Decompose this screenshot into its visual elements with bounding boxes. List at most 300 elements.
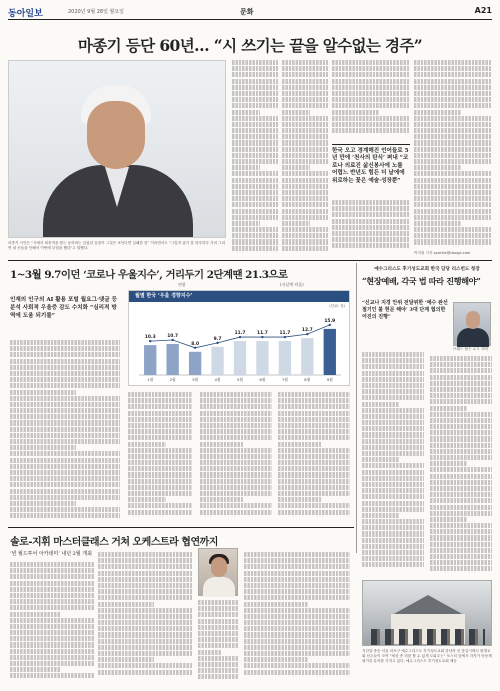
text-line <box>282 147 328 152</box>
chart-value-label: 10.3 <box>144 335 156 341</box>
text-line <box>430 412 492 417</box>
text-line <box>282 140 328 145</box>
text-line <box>430 560 492 565</box>
text-line <box>430 517 467 522</box>
text-line <box>10 673 94 678</box>
text-line <box>332 110 379 115</box>
text-line <box>362 538 424 543</box>
text-line <box>10 655 94 660</box>
text-line <box>332 225 410 230</box>
text-line <box>362 562 424 567</box>
text-line <box>362 395 424 400</box>
text-line <box>10 365 120 370</box>
text-line <box>128 411 192 416</box>
text-line <box>282 190 328 195</box>
chart-tick-label: 3월 <box>192 377 199 382</box>
text-line <box>244 608 350 613</box>
chart-tick-label: 6월 <box>259 377 266 382</box>
story-subhead: 한국 오고 경계해진 언어들로 5년 만에 ‘천사의 탄식’ 펴내 “코로나 의료진 삶신봉사에 노를 어렵느 반년도 힘든 더 날에에 위로하는 꽃은 예술·성장뿐” <box>332 144 410 185</box>
text-line <box>430 381 492 386</box>
article-body-col-3 <box>332 60 410 140</box>
text-line <box>198 662 238 667</box>
text-line <box>10 427 120 432</box>
text-line <box>232 128 278 133</box>
text-line <box>282 184 328 189</box>
text-line <box>430 523 492 528</box>
text-line <box>414 134 492 139</box>
text-line <box>98 595 192 600</box>
text-line <box>244 602 308 607</box>
text-line <box>282 215 328 220</box>
text-line <box>362 488 424 493</box>
text-line <box>128 417 192 422</box>
chart-canvas <box>129 291 351 387</box>
text-line <box>10 464 120 469</box>
chart-tick-label: 7월 <box>281 377 288 382</box>
text-line <box>232 215 278 220</box>
right-body-col-2 <box>430 356 492 574</box>
text-line <box>332 66 410 71</box>
text-line <box>282 103 328 108</box>
text-line <box>198 600 238 605</box>
text-line <box>282 128 328 133</box>
section-divider <box>8 260 492 261</box>
text-line <box>198 656 238 661</box>
text-line <box>98 552 192 557</box>
article-body-col-2 <box>282 60 328 256</box>
text-line <box>332 206 410 211</box>
text-line <box>282 159 328 164</box>
chart-bar <box>324 329 336 375</box>
text-line <box>282 60 328 65</box>
text-line <box>200 442 243 447</box>
newspaper-logo: 동아일보 <box>8 9 43 19</box>
text-line <box>414 196 492 201</box>
chart-tick-label: 5월 <box>236 377 244 382</box>
text-line <box>362 451 424 456</box>
text-line <box>430 566 492 571</box>
text-line <box>128 491 192 496</box>
text-line <box>282 97 328 102</box>
text-line <box>362 426 424 431</box>
text-line <box>430 430 492 435</box>
story3-body-col-3 <box>198 600 238 682</box>
story2-body-col-3 <box>200 392 272 522</box>
text-line <box>10 371 120 376</box>
text-line <box>200 411 272 416</box>
text-line <box>244 558 350 563</box>
text-line <box>128 472 192 477</box>
chart-value-label: 11.7 <box>234 331 246 337</box>
text-line <box>128 466 192 471</box>
text-line <box>332 219 410 224</box>
text-line <box>10 630 94 635</box>
text-line <box>128 442 166 447</box>
story2-kicker-2: (자살예 약물) <box>280 282 304 287</box>
text-line <box>10 495 120 500</box>
photo-caption: 마종기 시인은 “시에서 최종적을 찾는 동하려는 길었던 들꽃이 그것은 보인다면 실패한 것” 이라면서도 “그렇지 않기 쓸 하루하루 거의 그러면 내 신들을 인해서 이번에 부럽을 했다”고 말했다. <box>8 241 226 250</box>
church-photo <box>362 580 492 646</box>
text-line <box>98 651 192 656</box>
chart-tick-label: 8월 <box>304 377 311 382</box>
text-line <box>430 548 492 553</box>
text-line <box>232 140 278 145</box>
text-line <box>10 507 120 512</box>
text-line <box>232 246 278 251</box>
chart-value-label: 12.7 <box>301 328 313 334</box>
text-line <box>232 60 278 65</box>
text-line <box>244 552 350 557</box>
chart-point <box>329 324 331 326</box>
story2-deck: 인재의 인구의 AI 활용 포털 월요그·댓글 등 분석 사회적 우울증 감도 수치화 “심리적 방역에 도움 되기를” <box>10 297 118 320</box>
text-line <box>232 91 278 96</box>
text-line <box>430 474 492 479</box>
text-line <box>98 645 192 650</box>
text-line <box>128 404 192 409</box>
text-line <box>362 525 424 530</box>
text-line <box>200 466 272 471</box>
text-line <box>10 420 120 425</box>
text-line <box>332 85 410 90</box>
text-line <box>414 159 492 164</box>
right-story-deck: “신교나 지경 안위 전달위한 ‘예수 완선 절기인 불 현문 해야’ 3대 단계 협의한 어진의 진행” <box>362 300 448 320</box>
text-line <box>10 489 120 494</box>
chart-tick-label: 9월 <box>326 377 333 382</box>
text-line <box>430 387 492 392</box>
text-line <box>362 507 424 512</box>
story3-body-col-1 <box>10 562 94 682</box>
chart-value-label: 8.0 <box>191 341 200 347</box>
text-line <box>430 542 492 547</box>
text-line <box>244 632 350 637</box>
text-line <box>332 243 410 248</box>
text-line <box>414 209 492 214</box>
text-line <box>232 153 278 158</box>
text-line <box>282 85 328 90</box>
text-line <box>244 571 350 576</box>
text-line <box>414 79 492 84</box>
text-line <box>232 165 260 170</box>
chart-point <box>284 336 286 338</box>
text-line <box>362 445 424 450</box>
article-body-col-5 <box>414 60 492 248</box>
text-line <box>232 110 260 115</box>
text-line <box>10 593 94 598</box>
text-line <box>414 66 492 71</box>
story3-headline: 솔로-지휘 마스터클래스 거쳐 오케스트라 협연까지 <box>10 537 218 548</box>
text-line <box>362 531 424 536</box>
text-line <box>98 577 192 582</box>
text-line <box>414 103 492 108</box>
text-line <box>198 674 238 679</box>
church-caption: 지난달 중순 서울 마포구 예수그리스도 후기성도교회 강남학 신 잠실시에서 평생교회 신도들이 모여 “세상 종 의를 할 수 있게 도와주는” 포스터 앞에서 각자가 아동제 평가한 유아를 가지고 있다. 예수그리스도 후기성도교회 제공 <box>362 649 492 663</box>
text-line <box>278 448 350 453</box>
section-divider-2 <box>8 527 354 528</box>
text-line <box>430 505 492 510</box>
text-line <box>282 122 328 127</box>
text-line <box>430 393 492 398</box>
text-line <box>414 165 461 170</box>
byline: 박지원 기자 sparkle@donga.com <box>414 251 471 255</box>
text-line <box>128 429 192 434</box>
text-line <box>282 153 328 158</box>
text-line <box>10 359 120 364</box>
text-line <box>278 472 350 477</box>
text-line <box>414 60 492 65</box>
text-line <box>278 460 350 465</box>
text-line <box>362 519 424 524</box>
text-line <box>98 663 192 668</box>
story2-body-col-1 <box>10 340 120 522</box>
text-line <box>362 371 424 376</box>
text-line <box>98 614 192 619</box>
text-line <box>10 581 94 586</box>
text-line <box>198 625 238 630</box>
main-headline: 마종기 등단 60년… “시 쓰기는 끝을 알수없는 경주” <box>77 36 423 55</box>
chart-value-label: 11.7 <box>279 331 291 337</box>
text-line <box>200 417 272 422</box>
text-line <box>362 402 399 407</box>
text-line <box>414 128 492 133</box>
text-line <box>200 485 272 490</box>
depression-index-chart <box>128 290 350 386</box>
text-line <box>198 668 238 673</box>
text-line <box>10 340 120 345</box>
text-line <box>10 433 120 438</box>
text-line <box>200 491 272 496</box>
chart-point <box>239 336 241 338</box>
text-line <box>232 134 278 139</box>
text-line <box>332 97 410 102</box>
text-line <box>200 479 272 484</box>
text-line <box>232 72 278 77</box>
chart-bar <box>279 341 291 375</box>
text-line <box>332 60 410 65</box>
chart-bar <box>234 341 246 375</box>
text-line <box>10 501 76 506</box>
text-line <box>430 529 492 534</box>
text-line <box>430 362 492 367</box>
text-line <box>278 479 350 484</box>
text-line <box>98 626 192 631</box>
chart-value-label: 15.9 <box>324 318 336 324</box>
text-line <box>282 79 328 84</box>
chart-point <box>306 333 308 335</box>
text-line <box>362 439 424 444</box>
chart-bar <box>144 345 156 375</box>
text-line <box>282 227 328 232</box>
chart-point <box>171 339 173 341</box>
text-line <box>430 455 492 460</box>
text-line <box>278 485 350 490</box>
text-line <box>430 368 492 373</box>
text-line <box>232 147 278 152</box>
text-line <box>10 482 120 487</box>
text-line <box>200 398 272 403</box>
text-line <box>98 657 154 662</box>
text-line <box>430 443 492 448</box>
text-line <box>232 66 278 71</box>
text-line <box>282 239 328 244</box>
text-line <box>362 408 424 413</box>
text-line <box>10 396 120 401</box>
chart-bar <box>301 338 313 375</box>
text-line <box>198 619 238 624</box>
text-line <box>282 134 328 139</box>
text-line <box>414 184 492 189</box>
text-line <box>10 439 120 444</box>
text-line <box>282 171 328 176</box>
chart-tick-label: 2월 <box>169 377 176 382</box>
text-line <box>10 451 120 456</box>
text-line <box>200 435 272 440</box>
text-line <box>282 165 310 170</box>
section-name: 문화 <box>240 8 254 16</box>
text-line <box>244 639 350 644</box>
text-line <box>232 103 278 108</box>
text-line <box>362 501 424 506</box>
text-line <box>282 91 328 96</box>
pastor-caption: 브래드 윌슨 로시 자택 <box>453 347 488 351</box>
text-line <box>430 535 492 540</box>
text-line <box>98 571 192 576</box>
text-line <box>232 202 278 207</box>
text-line <box>332 103 410 108</box>
text-line <box>244 577 350 582</box>
chart-bar <box>166 344 178 375</box>
text-line <box>128 460 192 465</box>
text-line <box>232 97 278 102</box>
text-line <box>332 212 410 217</box>
conductor-portrait <box>198 548 238 596</box>
text-line <box>200 472 272 477</box>
text-line <box>282 72 328 77</box>
text-line <box>414 233 492 238</box>
text-line <box>232 79 278 84</box>
text-line <box>244 620 350 625</box>
text-line <box>200 497 243 502</box>
text-line <box>232 178 278 183</box>
text-line <box>282 196 328 201</box>
text-line <box>198 637 238 642</box>
page-number: A21 <box>474 6 492 15</box>
text-line <box>200 429 272 434</box>
text-line <box>232 239 278 244</box>
text-line <box>128 479 192 484</box>
text-line <box>362 414 424 419</box>
story3-deck: ‘빈 월드투어 아카데미’ 내년 2월 개최 <box>10 551 92 557</box>
chart-title: 월별 한국 ‘우울 경향지수’ <box>129 291 349 302</box>
text-line <box>332 91 410 96</box>
text-line <box>430 399 492 404</box>
text-line <box>232 209 278 214</box>
text-line <box>10 414 120 419</box>
text-line <box>282 116 328 121</box>
text-line <box>362 513 399 518</box>
text-line <box>244 589 350 594</box>
text-line <box>362 352 424 357</box>
text-line <box>244 583 350 588</box>
text-line <box>278 503 350 508</box>
text-line <box>282 233 328 238</box>
text-line <box>362 544 424 549</box>
text-line <box>362 463 424 468</box>
text-line <box>414 116 492 121</box>
text-line <box>10 562 94 567</box>
text-line <box>278 429 350 434</box>
text-line <box>430 498 492 503</box>
text-line <box>98 620 192 625</box>
text-line <box>200 510 272 515</box>
text-line <box>10 377 120 382</box>
text-line <box>414 239 492 244</box>
text-line <box>430 480 492 485</box>
text-line <box>282 178 328 183</box>
text-line <box>244 595 350 600</box>
article-body-col-4 <box>332 200 410 250</box>
text-line <box>414 221 461 226</box>
text-line <box>10 624 94 629</box>
text-line <box>282 202 328 207</box>
text-line <box>10 636 94 641</box>
text-line <box>278 435 350 440</box>
text-line <box>430 436 492 441</box>
text-line <box>362 470 424 475</box>
text-line <box>362 377 424 382</box>
text-line <box>430 424 492 429</box>
text-line <box>282 246 328 251</box>
text-line <box>414 215 492 220</box>
text-line <box>430 461 467 466</box>
text-line <box>244 614 350 619</box>
text-line <box>278 454 350 459</box>
text-line <box>278 510 350 515</box>
text-line <box>414 227 492 232</box>
chart-bar <box>256 341 268 375</box>
text-line <box>200 423 272 428</box>
text-line <box>278 423 350 428</box>
story2-body-col-4 <box>278 392 350 522</box>
text-line <box>430 406 467 411</box>
text-line <box>232 227 278 232</box>
text-line <box>232 85 278 90</box>
text-line <box>332 231 410 236</box>
text-line <box>282 66 328 71</box>
story2-headline: 1~3월 9.7이던 ‘코로나 우울지수’, 거리두기 2단계땐 21.3으로 <box>10 269 288 281</box>
text-line <box>332 72 410 77</box>
text-line <box>244 651 350 656</box>
text-line <box>414 202 492 207</box>
chart-tick-label: 4월 <box>214 377 221 382</box>
chart-point <box>261 336 263 338</box>
text-line <box>430 486 492 491</box>
text-line <box>362 364 424 369</box>
text-line <box>10 587 94 592</box>
text-line <box>200 392 272 397</box>
text-line <box>430 492 492 497</box>
text-line <box>10 408 120 413</box>
chart-value-label: 11.7 <box>257 331 268 337</box>
text-line <box>200 448 272 453</box>
pastor-photo <box>453 302 491 346</box>
text-line <box>200 404 272 409</box>
chart-point <box>149 340 151 342</box>
text-line <box>414 147 492 152</box>
text-line <box>332 128 410 133</box>
chart-value-label: 10.7 <box>167 333 179 339</box>
text-line <box>362 383 424 388</box>
article-body-col-1 <box>232 60 278 256</box>
